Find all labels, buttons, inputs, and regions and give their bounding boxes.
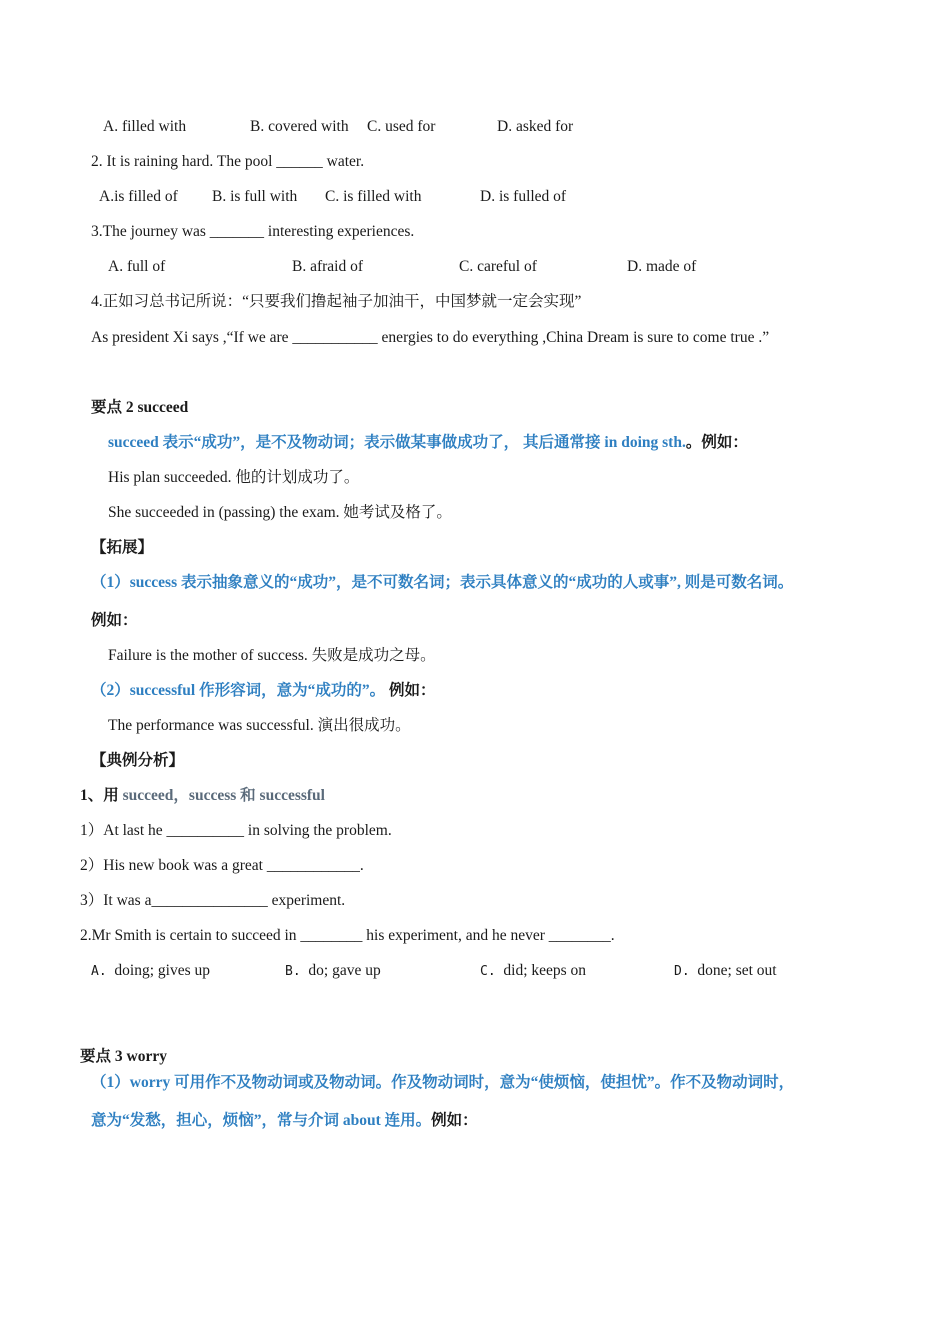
point-3-line-2 (91, 1111, 478, 1131)
exercise-2-option-a (91, 961, 210, 982)
exercise-2-stem: 2.Mr Smith is certain to succeed in ________ his experiment, and he never ________. (80, 927, 615, 944)
q3-option-b: B. afraid of (292, 258, 364, 275)
point-2-heading: 要点 2 succeed (91, 399, 189, 416)
point-2-example-1: His plan succeeded. 他的计划成功了。 (108, 469, 360, 486)
exercise-1-item-2: 2）His new book was a great ____________. (80, 857, 364, 874)
expand-note-2-sentence: The performance was successful. 演出很成功。 (108, 717, 411, 734)
q3-option-c: C. careful of (459, 258, 537, 275)
option-a-text: doing; gives up (114, 962, 210, 979)
expand-note-1-sentence: Failure is the mother of success. 失败是成功之母。 (108, 647, 436, 664)
q1-option-c: C. used for (367, 118, 436, 135)
exercise-1-item-3: 3）It was a_______________ experiment. (80, 892, 346, 909)
option-b-letter: B. (285, 964, 301, 979)
point-3-line-2-text: 意为“发愁，担心，烦恼”，常与介词 about 连用。 (91, 1112, 432, 1129)
point-2-example-2: She succeeded in (passing) the exam. 她考试及格了。 (108, 504, 452, 521)
exercise-2-option-c (480, 961, 586, 982)
question-2-stem: 2. It is raining hard. The pool ______ water. (91, 153, 365, 170)
point-3-line-2-suffix: 例如： (431, 1112, 478, 1129)
option-d-letter: D. (674, 964, 690, 979)
exercise-2-option-d (674, 961, 777, 982)
q2-option-c: C. is filled with (325, 188, 422, 205)
q3-option-d: D. made of (627, 258, 697, 275)
point-3-heading: 要点 3 worry (80, 1048, 167, 1065)
question-3-stem: 3.The journey was _______ interesting experiences. (91, 223, 415, 240)
exercise-1-prefix: 1、用 (80, 787, 123, 804)
question-4-chinese: 4.正如习总书记所说：“只要我们撸起袖子加油干，中国梦就一定会实现” (91, 293, 582, 310)
option-c-text: did; keeps on (503, 962, 587, 979)
q3-option-a: A. full of (108, 258, 166, 275)
q1-option-b: B. covered with (250, 118, 349, 135)
expand-note-2-text: （2）successful 作形容词，意为“成功的”。 (91, 682, 386, 699)
option-c-letter: C. (480, 964, 496, 979)
exercise-1-words: succeed，success 和 successful (122, 787, 325, 804)
option-d-text: done; set out (697, 962, 777, 979)
option-b-text: do; gave up (308, 962, 381, 979)
q1-option-d: D. asked for (497, 118, 574, 135)
expand-heading: 【拓展】 (91, 539, 154, 556)
expand-note-1: （1）success 表示抽象意义的“成功”，是不可数名词；表示具体意义的“成功的人或事”, 则是可数名词。 (91, 574, 794, 591)
analysis-heading: 【典例分析】 (91, 752, 185, 769)
expand-note-2 (91, 681, 435, 701)
q2-option-b: B. is full with (212, 188, 298, 205)
point-3-line-1: （1）worry 可用作不及物动词或及物动词。作及物动词时，意为“使烦恼，使担忧”。作不及物动词时， (91, 1074, 795, 1091)
question-4-english: As president Xi says ,“If we are ___________ energies to do everything ,China Dream is sure to come true .” (91, 329, 770, 346)
exercise-1-item-1: 1）At last he __________ in solving the problem. (80, 822, 392, 839)
expand-note-2-suffix: 例如： (385, 682, 436, 699)
point-2-rule-text: succeed 表示“成功”，是不及物动词；表示做某事做成功了， 其后通常接 in doing sth. (108, 434, 686, 451)
exercise-2-option-b (285, 961, 381, 982)
option-a-letter: A. (91, 964, 107, 979)
q2-option-a: A.is filled of (99, 188, 178, 205)
q2-option-d: D. is fulled of (480, 188, 567, 205)
point-2-rule (108, 433, 748, 453)
q1-option-a: A. filled with (103, 118, 187, 135)
expand-note-1-example-label: 例如： (91, 612, 138, 629)
exercise-1-title (80, 786, 325, 806)
point-2-rule-suffix: 。例如： (685, 434, 748, 451)
